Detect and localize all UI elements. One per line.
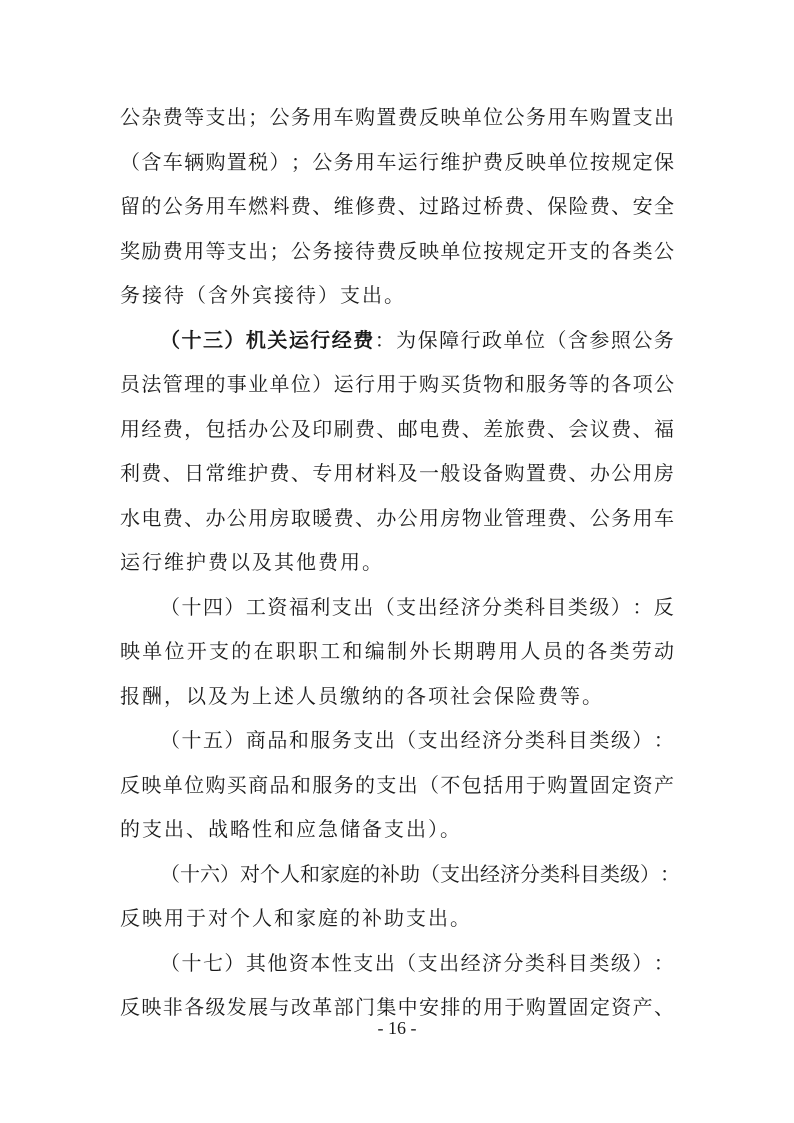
text-line: 反映用于对个人和家庭的补助支出。: [120, 906, 472, 930]
text-line: 奖 励 费 用 等 支 出 ； 公 务 接 待 费 反 映 单 位 按 规 定 开 支 的 各 类 公: [120, 238, 674, 263]
text-line: （ 含 车 辆 购 置 税 ） ； 公 务 用 车 运 行 维 护 费 反 映 单 位 按 规 定 保: [120, 149, 674, 174]
item-16-first-line: （ 十 六 ） 对 个 人 和 家 庭 的 补 助 （ 支 出 经 济 分 类 科 目 类 级 ） ：: [160, 861, 680, 886]
item-17-first-line: （ 十 七 ） 其 他 资 本 性 支 出 （ 支 出 经 济 分 类 科 目 类 级 ） ：: [160, 950, 674, 975]
text-line: 报酬，以及为上述人员缴纳的各项社会保险费等。: [120, 683, 604, 708]
text-line: 反 映 非 各 级 发 展 与 改 革 部 门 集 中 安 排 的 用 于 购 置 固 定 资 产 、: [120, 995, 674, 1019]
text-line: 水 电 费 、 办 公 用 房 取 暖 费 、 办 公 用 房 物 业 管 理 费 、 公 务 用 车: [120, 505, 674, 530]
page-number: - 16 -: [377, 1018, 417, 1038]
text-line: 员 法 管 理 的 事 业 单 位 ） 运 行 用 于 购 买 货 物 和 服 务 等 的 各 项 公: [120, 372, 674, 396]
item-13-first-line: （ 十 三 ） 机 关 运 行 经 费 ： 为 保 障 行 政 单 位 （ 含 参 照 公 务: [160, 327, 674, 352]
text-line: 反 映 单 位 购 买 商 品 和 服 务 的 支 出 （ 不 包 括 用 于 购 置 固 定 资 产: [120, 772, 674, 797]
text-line: 的支出、战略性和应急储备支出）。: [120, 817, 462, 841]
text-line: 公 杂 费 等 支 出 ； 公 务 用 车 购 置 费 反 映 单 位 公 务 用 车 购 置 支 出: [120, 105, 674, 129]
text-line: 务接待（含外宾接待）支出。: [120, 283, 406, 307]
text-line: 利 费 、 日 常 维 护 费 、 专 用 材 料 及 一 般 设 备 购 置 费 、 办 公 用 房: [120, 461, 674, 485]
item-15-first-line: （ 十 五 ） 商 品 和 服 务 支 出 （ 支 出 经 济 分 类 科 目 类 级 ） ：: [160, 728, 674, 752]
body-text: [120, 95, 680, 1030]
text-line: 映 单 位 开 支 的 在 职 职 工 和 编 制 外 长 期 聘 用 人 员 的 各 类 劳 动: [120, 639, 674, 663]
text-line: 运行维护费以及其他费用。: [120, 550, 384, 574]
text-line: 留 的 公 务 用 车 燃 料 费 、 维 修 费 、 过 路 过 桥 费 、 保 险 费 、 安 全: [120, 194, 674, 218]
text-line: 用 经 费 ， 包 括 办 公 及 印 刷 费 、 邮 电 费 、 差 旅 费 、 会 议 费 、 福: [120, 416, 674, 441]
item-14-first-line: （ 十 四 ） 工 资 福 利 支 出 （ 支 出 经 济 分 类 科 目 类 级 ） ： 反: [160, 594, 674, 619]
